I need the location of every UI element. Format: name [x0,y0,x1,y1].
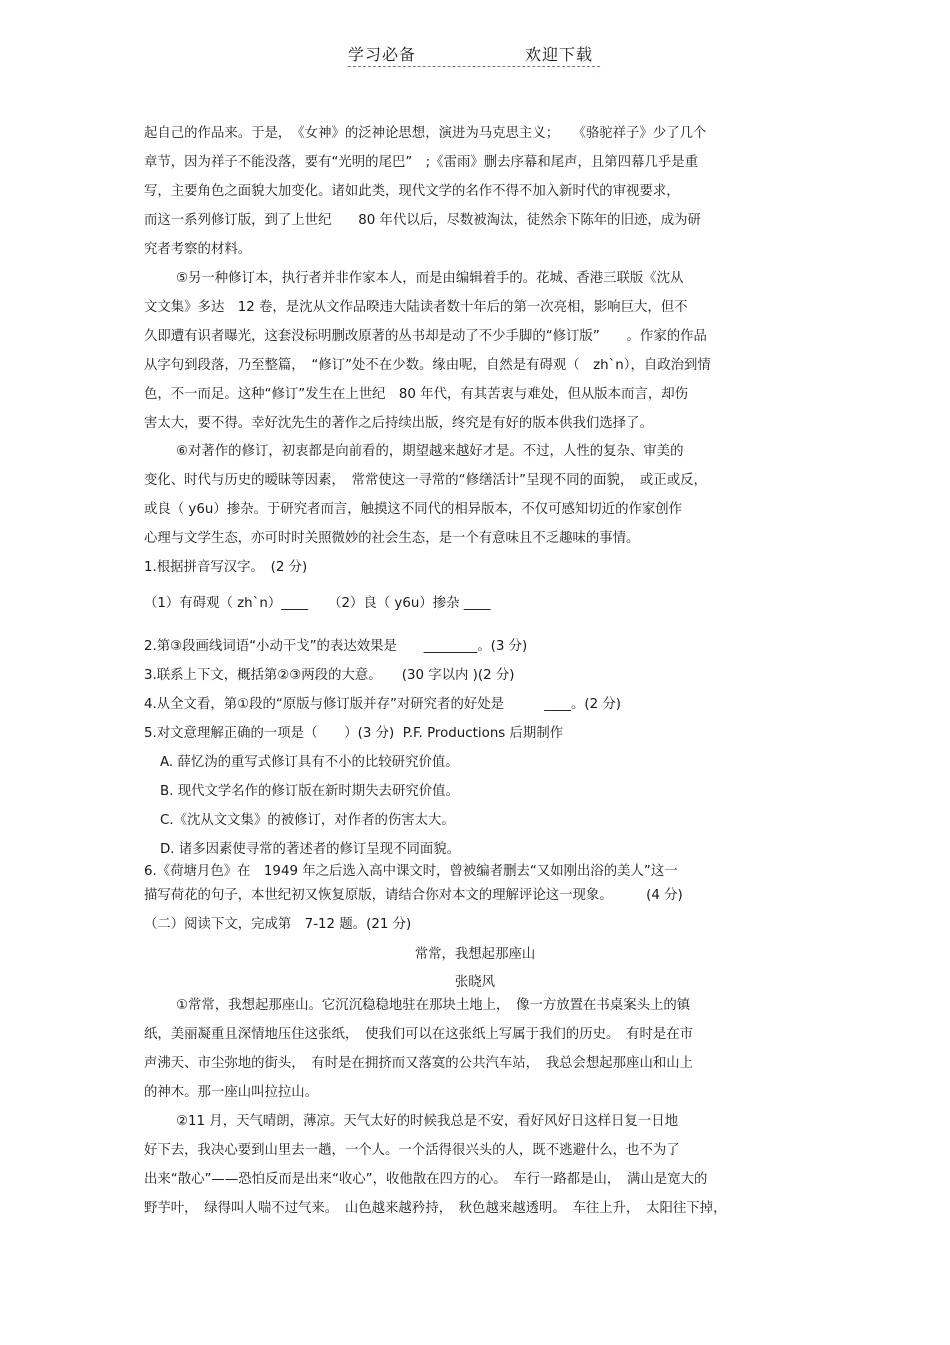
text-line: （1）有碍观（ zh`n）____ （2）良（ y6u）掺杂 ____ [144,596,491,611]
text-line: 出来“散心”——恐怕反而是出来“收心”，收他散在四方的心。 车行一路都是山， 满山是宽大的 [144,1172,708,1187]
text-line: 究者考察的材料。 [144,242,252,257]
text-line: 1.根据拼音写汉字。 (2 分) [144,560,308,575]
text-line: 2.第③段画线词语“小动干戈”的表达效果是 ________。(3 分) [144,639,528,654]
text-line: 5.对文意理解正确的一项是（ ）(3 分) P.F. Productions 后期制作 [144,726,564,741]
title-line: 张晓风 [454,975,496,990]
text-line: 纸，美丽凝重且深情地压住这张纸， 使我们可以在这张纸上写属于我们的历史。 有时是在市 [144,1027,694,1042]
text-line: 声沸天、市尘弥地的街头， 有时是在拥挤而又落寞的公共汽车站， 我总会想起那座山和山上 [144,1056,694,1071]
text-line: 色，不一而足。这种“修订”发生在上世纪 80 年代，有其苦衷与难处，但从版本而言，却伤 [144,387,689,402]
header-left-text: 学习必备 [348,45,417,64]
text-line: C.《沈从文文集》的被修订，对作者的伤害太大。 [160,813,455,828]
text-line: ①常常，我想起那座山。它沉沉稳稳地驻在那块土地上， 像一方放置在书桌案头上的镇 [176,998,691,1013]
text-line: （二）阅读下文，完成第 7-12 题。(21 分) [144,917,412,932]
text-line: 害太大，要不得。幸好沈先生的著作之后持续出版，终究是有好的版本供我们选择了。 [144,416,653,431]
text-line: 从字句到段落，乃至整篇， “修订”处不在少数。缘由呢，自然是有碍观（ zh`n），自政治到情 [144,358,711,373]
text-line: 好下去，我决心要到山里去一趟，一个人。一个活得很兴头的人，既不逃避什么，也不为了 [144,1143,680,1158]
text-line: 久即遭有识者曝光，这套没标明删改原著的丛书却是动了不少手脚的“修订版” 。作家的作品 [144,329,707,344]
text-line: 3.联系上下文，概括第②③两段的大意。 (30 字以内 )(2 分) [144,668,515,683]
text-line: D. 诸多因素使寻常的著述者的修订呈现不同面貌。 [160,842,461,857]
header-right-text: 欢迎下载 [525,45,594,64]
text-line: B. 现代文学名作的修订版在新时期失去研究价值。 [160,784,459,799]
text-line: 野芋叶， 绿得叫人喘不过气来。 山色越来越矜持， 秋色越来越透明。 车往上升， 太阳往下掉， [144,1201,727,1216]
title-line: 常常，我想起那座山 [414,947,536,962]
text-line: 心理与文学生态，亦可时时关照微妙的社会生态，是一个有意味且不乏趣味的事情。 [144,531,640,546]
text-line: 变化、时代与历史的暧昧等因素， 常常使这一寻常的“修缮活计”呈现不同的面貌， 或正或反， [144,473,707,488]
text-line: 的神木。那一座山叫拉拉山。 [144,1085,319,1100]
text-line: 章节，因为祥子不能没落，要有“光明的尾巴” ;《雷雨》删去序幕和尾声，且第四幕几乎是重 [144,155,699,170]
text-line: 描写荷花的句子，本世纪初又恢复原版，请结合你对本文的理解评论这一现象。 (4 分) [144,888,683,903]
text-line: 起自己的作品来。于是， 《女神》的泛神论思想，演进为马克思主义； 《骆驼祥子》少了几个 [144,126,707,141]
page-header [348,40,600,67]
text-line: ⑥对著作的修订，初衷都是向前看的，期望越来越好才是。不过，人性的复杂、审美的 [176,444,684,459]
text-line: 4.从全文看，第①段的“原版与修订版并存”对研究者的好处是 ____。(2 分) [144,697,621,712]
text-line: 而这一系列修订版，到了上世纪 80 年代以后，尽数被淘汰，徒然余下陈年的旧迹，成为研 [144,213,701,228]
text-line: 或良（ y6u）掺杂。于研究者而言，触摸这不同代的相异版本，不仅可感知切近的作家创作 [144,502,683,517]
text-line: 文文集》多达 12 卷，是沈从文作品暌违大陆读者数十年后的第一次亮相，影响巨大，但不 [144,300,688,315]
text-line: 写，主要角色之面貌大加变化。诸如此类，现代文学的名作不得不加入新时代的审视要求， [144,184,680,199]
text-line: ⑤另一种修订本，执行者并非作家本人，而是由编辑着手的。花城、香港三联版《沈从 [176,271,684,286]
text-line: 6.《荷塘月色》在 1949 年之后选入高中课文时，曾被编者删去“又如刚出浴的美人”这一 [144,864,678,879]
text-line: A. 薛忆沩的重写式修订具有不小的比较研究价值。 [160,755,459,770]
text-line: ②11 月，天气晴朗，薄凉。天气太好的时候我总是不安，看好风好日这样日复一日地 [176,1114,678,1129]
